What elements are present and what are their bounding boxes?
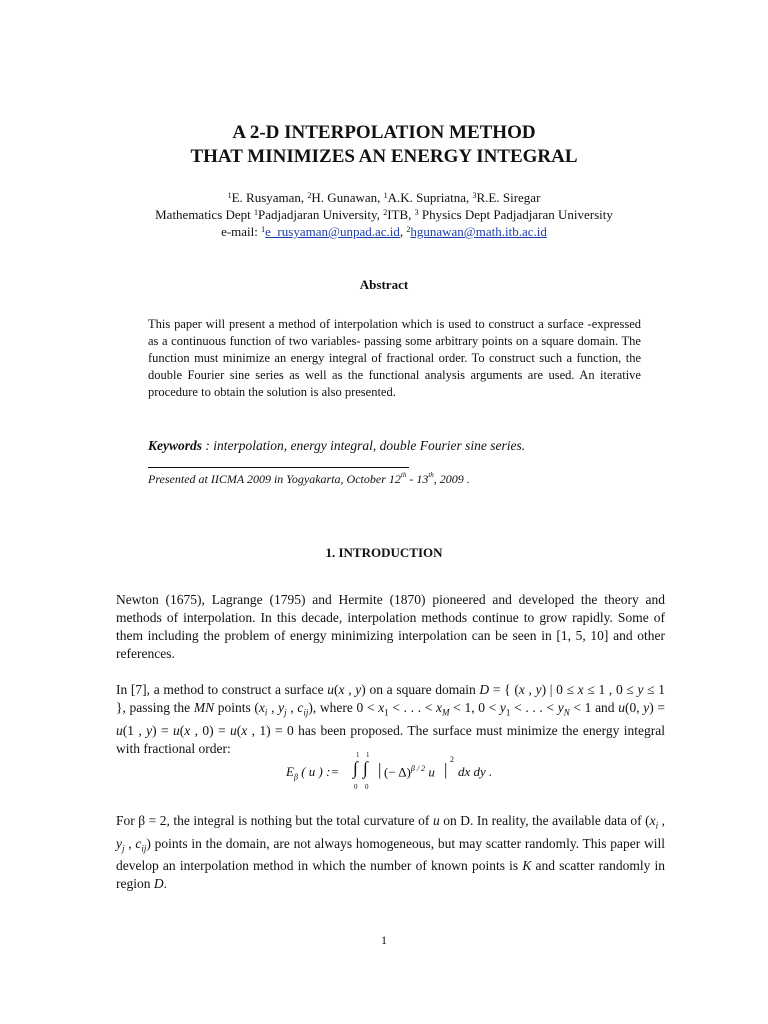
energy-integral-equation: $E_\beta$ ( u ) := 1 1 ∫ ∫ 0 0 | (− Δ)$^{\beta / 2}$ u | 2 dx dy . (286, 751, 493, 791)
keywords-label: Keywords (148, 438, 202, 453)
abstract-heading: Abstract (359, 277, 409, 292)
intro-paragraph-1: Newton (1675), Lagrange (1795) and Hermite (1870) pioneered and developed the theory and methods of interpolation. In this decade, interpolation methods continue to grow rapidly. Some of them including the problem of energy minimizing interpolation can be seen in [1, 5, 10] and other references. (116, 592, 665, 661)
keywords-text: interpolation, energy integral, double Fourier sine series. (213, 438, 526, 453)
presented-note: Presented at IICMA 2009 in Yogyakarta, October 12th - 13th, 2009 . (148, 471, 470, 486)
author-emails: e-mail: $^1$e_rusyaman@unpad.ac.id, $^2$hgunawan@math.itb.ac.id (221, 224, 547, 239)
page-number: 1 (381, 933, 387, 947)
author-affiliations: Mathematics Dept $^1$Padjadjaran University, $^2$ITB, $^3$ Physics Dept Padjadjaran University (155, 207, 613, 222)
keywords: Keywords : interpolation, energy integral, double Fourier sine series. (148, 438, 526, 453)
title-line-1: A 2-D INTERPOLATION METHOD (232, 122, 536, 143)
title-line-2: THAT MINIMIZES AN ENERGY INTEGRAL (190, 146, 578, 167)
section-heading-introduction: 1. INTRODUCTION (325, 545, 443, 560)
footnote-rule (148, 467, 409, 468)
intro-paragraph-2: In [7], a method to construct a surface u(x , y) on a square domain D = { (x , y) | 0 ≤ x ≤ 1 , 0 ≤ y ≤ 1 }, passing the MN points ($x_i$ , $y_j$ , $c_{ij}$), where $0 < x_1$ < . . . < $x_M < 1$, $0 < y_1$ < . . . < $y_N < 1$ and u(0, y) = u(1 , y) = u(x , 0) = u(x , 1) = 0 has been proposed. The surface must minimize the energy integral with fractional order: (116, 682, 666, 756)
author-names: $^1$E. Rusyaman, $^2$H. Gunawan, $^1$A.K. Supriatna, $^3$R.E. Siregar (227, 190, 541, 205)
email-link-2[interactable]: hgunawan@math.itb.ac.id (410, 224, 547, 239)
email-link-1[interactable]: e_rusyaman@unpad.ac.id (265, 224, 400, 239)
abstract-text: This paper will present a method of interpolation which is used to construct a surface -expressed as a continuous function of two variables- passing some arbitrary points on a square domain. The function must minimize an energy integral of fractional order. To construct such a function, the double Fourier sine series as well as the functional analysis arguments are used. An iterative procedure to obtain the solution is also presented. (148, 317, 641, 399)
paper-title (0, 121, 768, 169)
intro-paragraph-3: For β = 2, the integral is nothing but the total curvature of u on D. In reality, the available data of ($x_i$ , $y_j$ , $c_{ij}$) points in the domain, are not always homogeneous, but may scatter randomly. This paper will develop an interpolation method in which the number of known points is K and scatter randomly in region D. (116, 813, 666, 892)
author-block (0, 189, 768, 240)
